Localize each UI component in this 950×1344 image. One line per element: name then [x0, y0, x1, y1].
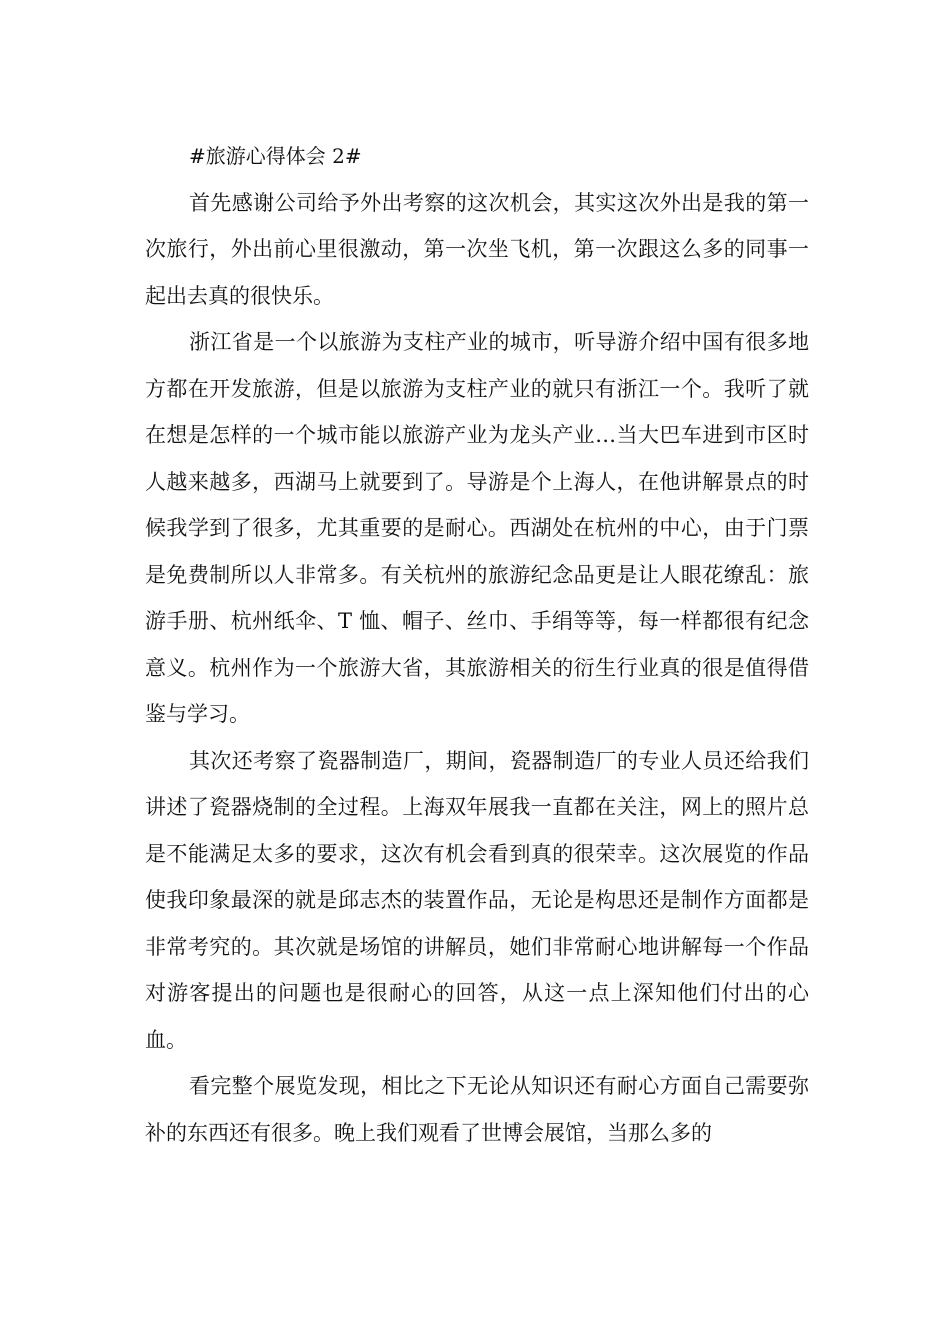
section-heading: #旅游心得体会 2#: [189, 144, 362, 168]
paragraph-4: 看完整个展览发现，相比之下无论从知识还有耐心方面自己需要弥补的东西还有很多。晚上我们观看了世博会展馆，当那么多的: [145, 1074, 809, 1145]
paragraph-3: 其次还考察了瓷器制造厂，期间，瓷器制造厂的专业人员还给我们讲述了瓷器烧制的全过程。上海双年展我一直都在关注，网上的照片总是不能满足太多的要求，这次有机会看到真的很荣幸。这次展览的作品使我印象最深的就是邱志杰的装置作品，无论是构思还是制作方面都是非常考究的。其次就是场馆的讲解员，她们非常耐心地讲解每一个作品对游客提出的问题也是很耐心的回答，从这一点上深知他们付出的心血。: [145, 748, 809, 1052]
document-body: [145, 133, 809, 1156]
paragraph-2: 浙江省是一个以旅游为支柱产业的城市，听导游介绍中国有很多地方都在开发旅游，但是以旅游为支柱产业的就只有浙江一个。我听了就在想是怎样的一个城市能以旅游产业为龙头产业…当大巴车进到市区时人越来越多，西湖马上就要到了。导游是个上海人，在他讲解景点的时候我学到了很多，尤其重要的是耐心。西湖处在杭州的中心，由于门票是免费制所以人非常多。有关杭州的旅游纪念品更是让人眼花缭乱：旅游手册、杭州纸伞、T 恤、帽子、丝巾、手绢等等，每一样都很有纪念意义。杭州作为一个旅游大省，其旅游相关的衍生行业真的很是值得借鉴与学习。: [145, 330, 809, 726]
paragraph-1: 首先感谢公司给予外出考察的这次机会，其实这次外出是我的第一次旅行，外出前心里很激动，第一次坐飞机，第一次跟这么多的同事一起出去真的很快乐。: [145, 190, 809, 308]
